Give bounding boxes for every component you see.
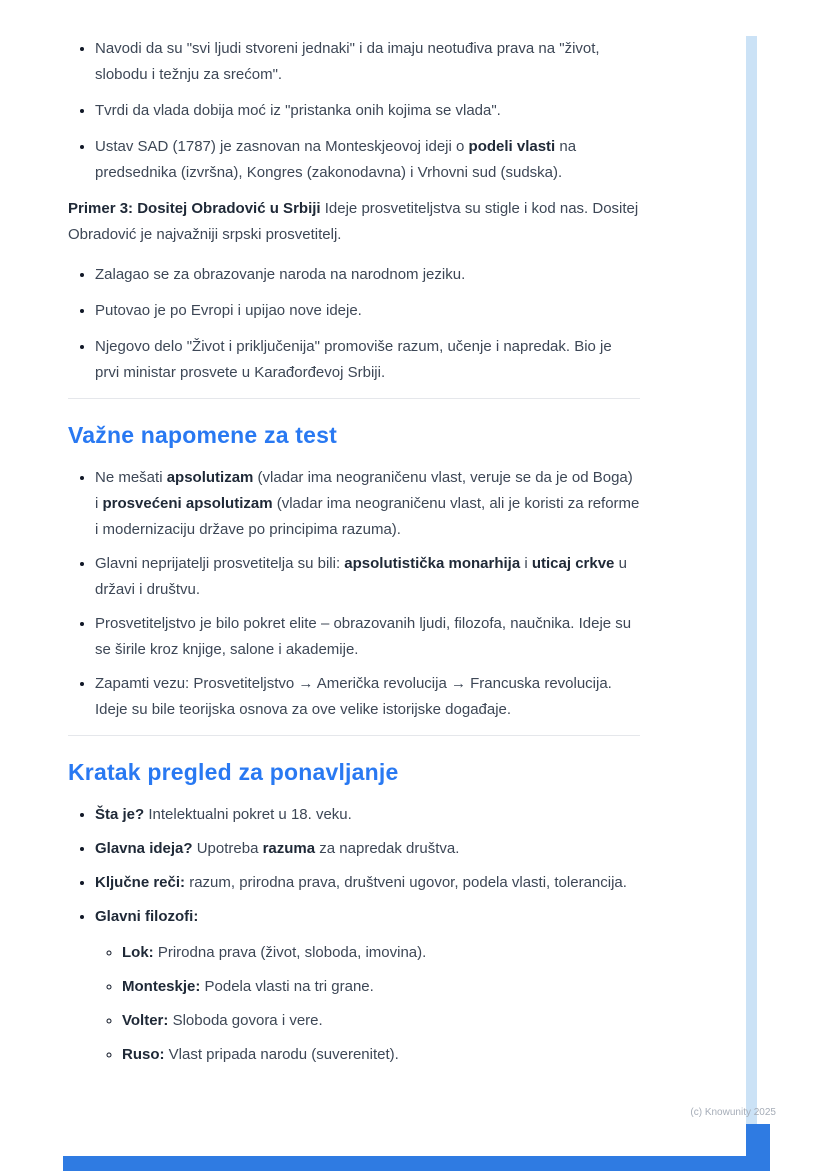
bold-text-segment: Ključne reči:	[95, 874, 186, 891]
bold-text-segment: apsolutizam	[166, 469, 254, 486]
text-segment: Zapamti vezu: Prosvetiteljstvo → Američka revolucija → Francuska revolucija. Ideje su bile teorijska osnova za ove velike istorijske događaje.	[95, 675, 612, 718]
text-segment: Ideje prosvetiteljstva su stigle i kod nas. Dositej Obradović je najvažniji srpski prosvetitelj.	[68, 200, 639, 243]
sub-list-item	[122, 1008, 640, 1034]
list-item	[95, 551, 640, 603]
text-segment: Ne mešati	[95, 469, 167, 486]
text-segment: u državi i društvu.	[95, 555, 627, 598]
bold-text-segment: Ruso:	[122, 1046, 165, 1063]
bold-text-segment: prosvećeni apsolutizam	[102, 495, 273, 512]
sub-list-item	[122, 1042, 640, 1068]
list-item	[95, 870, 640, 896]
text-segment: (vladar ima neograničenu vlast, veruje se da je od Boga) i	[95, 469, 633, 512]
text-segment: Putovao je po Evropi i upijao nove ideje.	[95, 302, 362, 319]
text-segment: Prirodna prava (život, sloboda, imovina).	[153, 944, 427, 961]
text-segment: Vlast pripada narodu (suverenitet).	[164, 1046, 399, 1063]
list-item	[95, 98, 640, 124]
bold-text-segment: uticaj crkve	[531, 555, 615, 572]
text-segment: Njegovo delo "Život i priključenija" promoviše razum, učenje i napredak. Bio je prvi ministar prosvete u Karađorđevoj Srbiji.	[95, 338, 612, 381]
text-segment: Navodi da su "svi ljudi stvoreni jednaki" i da imaju neotuđiva prava na "život, slobodu i težnju za srećom".	[95, 40, 600, 83]
text-segment: Podela vlasti na tri grane.	[200, 978, 374, 995]
list-item	[95, 36, 640, 88]
list-item	[95, 298, 640, 324]
list-item	[95, 802, 640, 828]
sub-list	[95, 940, 640, 1068]
list-item	[95, 134, 640, 186]
section-title-notes: Važne napomene za test	[68, 422, 337, 448]
text-segment: Upotreba	[192, 840, 263, 857]
bold-text-segment: razuma	[262, 840, 316, 857]
text-segment: za napredak društva.	[315, 840, 460, 857]
text-segment: Prosvetiteljstvo je bilo pokret elite – obrazovanih ljudi, filozofa, naučnika. Ideje su se širile kroz knjige, salone i akademije.	[95, 615, 632, 658]
bold-text-segment: apsolutistička monarhija	[344, 555, 521, 572]
section-divider	[68, 735, 640, 736]
text-segment: Glavni neprijatelji prosvetitelja su bili:	[95, 555, 345, 572]
list-item	[95, 836, 640, 862]
list-item	[95, 904, 640, 1068]
document-content	[68, 36, 640, 1076]
text-segment: Ustav SAD (1787) je zasnovan na Monteskjeovoj ideji o	[95, 138, 469, 155]
bold-text-segment: Glavni filozofi:	[95, 908, 199, 925]
list-item	[95, 611, 640, 663]
text-segment: Tvrdi da vlada dobija moć iz "pristanka onih kojima se vlada".	[95, 102, 501, 119]
bold-text-segment: podeli vlasti	[468, 138, 556, 155]
footer-corner-block	[746, 1124, 770, 1158]
text-segment: (vladar ima neograničenu vlast, ali je koristi za reforme i modernizaciju države po principima razuma).	[95, 495, 640, 538]
primer3-list	[68, 262, 640, 386]
bold-text-segment: Lok:	[122, 944, 154, 961]
sub-list-item	[122, 974, 640, 1000]
text-segment: Intelektualni pokret u 18. veku.	[144, 806, 352, 823]
bold-text-segment: Monteskje:	[122, 978, 201, 995]
review-list	[68, 802, 640, 1068]
section-divider	[68, 398, 640, 399]
text-segment: Zalagao se za obrazovanje naroda na narodnom jeziku.	[95, 266, 466, 283]
list-item	[95, 262, 640, 288]
list-item	[95, 465, 640, 543]
bold-text-segment: Glavna ideja?	[95, 840, 193, 857]
bold-text-segment: Šta je?	[95, 806, 145, 823]
section-title-review: Kratak pregled za ponavljanje	[68, 759, 399, 785]
footer-bar	[63, 1156, 770, 1171]
text-segment: i	[520, 555, 532, 572]
notes-list	[68, 465, 640, 723]
page-edge-stripe	[746, 36, 757, 1171]
bold-text-segment: Volter:	[122, 1012, 169, 1029]
watermark: (c) Knowunity 2025	[690, 1107, 776, 1118]
sub-list-item	[122, 940, 640, 966]
list-item	[95, 671, 640, 723]
intro-list	[68, 36, 640, 186]
primer3-paragraph	[68, 196, 640, 248]
bold-text-segment: Primer 3: Dositej Obradović u Srbiji	[68, 200, 321, 217]
text-segment: na predsednika (izvršna), Kongres (zakonodavna) i Vrhovni sud (sudska).	[95, 138, 577, 181]
text-segment: razum, prirodna prava, društveni ugovor, podela vlasti, tolerancija.	[185, 874, 627, 891]
text-segment: Sloboda govora i vere.	[168, 1012, 323, 1029]
list-item	[95, 334, 640, 386]
